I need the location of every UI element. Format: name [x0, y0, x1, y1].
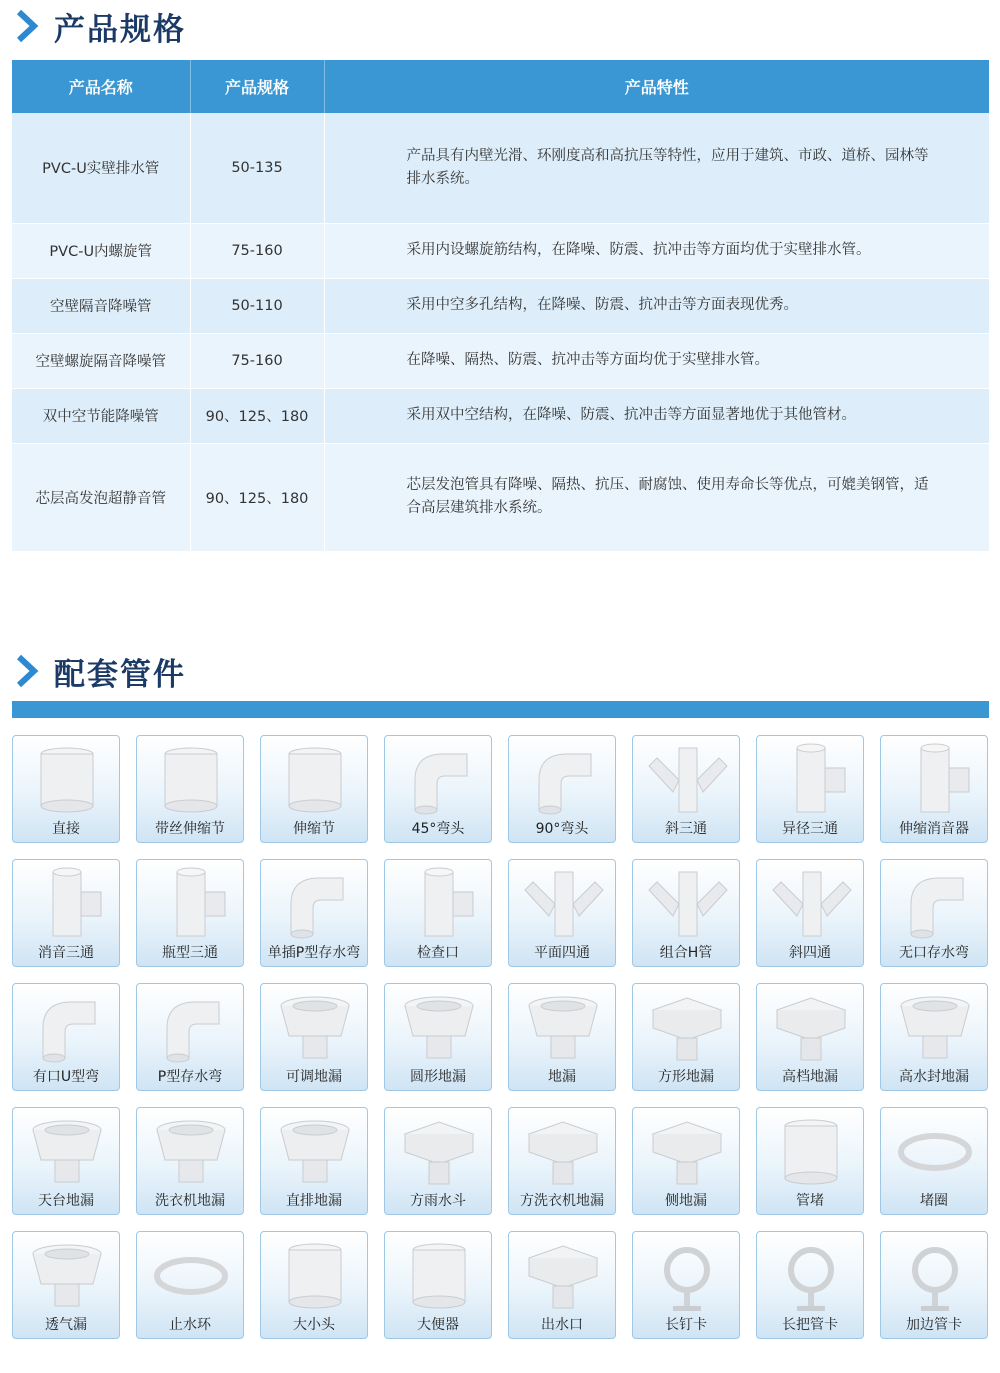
product-name-cell: 双中空节能降噪管 [12, 388, 190, 443]
fitting-tile [260, 859, 368, 967]
fitting-label: 大便器 [417, 1317, 459, 1333]
product-feature-cell: 采用双中空结构，在降噪、防震、抗冲击等方面显著地优于其他管材。 [324, 388, 989, 443]
elbow-45-icon [395, 740, 483, 818]
product-spec-cell: 75-160 [190, 333, 324, 388]
fitting-tile [384, 1107, 492, 1215]
table-row [12, 278, 989, 333]
specs-title-text: 产品规格 [54, 11, 186, 48]
fitting-label: 圆形地漏 [410, 1069, 466, 1085]
fitting-label: 方形地漏 [658, 1069, 714, 1085]
fitting-tile [12, 983, 120, 1091]
product-spec-cell: 75-160 [190, 223, 324, 278]
table-row [12, 388, 989, 443]
product-name-cell: 空壁螺旋隔音降噪管 [12, 333, 190, 388]
fitting-label: 检查口 [417, 945, 459, 961]
fitting-label: 堵圈 [920, 1193, 948, 1209]
table-row [12, 223, 989, 278]
fitting-tile [508, 1231, 616, 1339]
fitting-label: 伸缩节 [293, 821, 335, 837]
fitting-tile [384, 859, 492, 967]
product-feature-cell: 在降噪、隔热、防震、抗冲击等方面均优于实壁排水管。 [324, 333, 989, 388]
fitting-tile [12, 1107, 120, 1215]
fitting-tile [756, 859, 864, 967]
fitting-label: 地漏 [548, 1069, 576, 1085]
straight-coupling-icon [23, 740, 111, 818]
fitting-label: 加边管卡 [906, 1317, 962, 1333]
square-washer-drain-icon [519, 1112, 607, 1190]
fitting-label: 透气漏 [45, 1317, 87, 1333]
header-product-feature: 产品特性 [324, 60, 989, 113]
product-spec-cell: 50-135 [190, 113, 324, 223]
vent-cap-icon [23, 1236, 111, 1314]
fitting-label: 斜四通 [789, 945, 831, 961]
fitting-label: 直接 [52, 821, 80, 837]
elbow-90-icon [519, 740, 607, 818]
fitting-label: 高水封地漏 [899, 1069, 969, 1085]
fitting-tile [384, 735, 492, 843]
cross-icon [519, 864, 607, 942]
fitting-label: 高档地漏 [782, 1069, 838, 1085]
fittings-section-title [14, 651, 186, 691]
fitting-label: 组合H管 [659, 945, 713, 961]
product-feature-cell: 芯层发泡管具有降噪、隔热、抗压、耐腐蚀、使用寿命长等优点，可媲美钢管，适合高层建筑排水系统。 [324, 443, 989, 551]
fitting-label: 伸缩消音器 [899, 821, 969, 837]
flange-clamp-icon [891, 1236, 979, 1314]
expansion-silencer-icon [891, 740, 979, 818]
fitting-label: 洗衣机地漏 [155, 1193, 225, 1209]
washer-floor-drain-icon [147, 1112, 235, 1190]
side-drain-icon [643, 1112, 731, 1190]
fitting-label: 45°弯头 [411, 821, 465, 837]
fitting-label: 斜三通 [665, 821, 707, 837]
fitting-label: 可调地漏 [286, 1069, 342, 1085]
fitting-label: 带丝伸缩节 [155, 821, 225, 837]
fitting-tile [880, 859, 988, 967]
fittings-grid [12, 735, 992, 1339]
fitting-label: 90°弯头 [535, 821, 589, 837]
fitting-label: P型存水弯 [157, 1069, 223, 1085]
p-trap-icon [271, 864, 359, 942]
inspection-port-icon [395, 864, 483, 942]
u-trap-icon [23, 988, 111, 1066]
fitting-label: 直排地漏 [286, 1193, 342, 1209]
table-row [12, 443, 989, 551]
table-header-row [12, 60, 989, 113]
fitting-tile [260, 1107, 368, 1215]
product-feature-cell: 采用内设螺旋筋结构，在降噪、防震、抗冲击等方面均优于实壁排水管。 [324, 223, 989, 278]
fitting-tile [508, 859, 616, 967]
handle-clamp-icon [767, 1236, 855, 1314]
fitting-tile [384, 983, 492, 1091]
nail-clamp-icon [643, 1236, 731, 1314]
fitting-tile [136, 859, 244, 967]
product-spec-cell: 90、125、180 [190, 388, 324, 443]
fitting-tile [880, 1107, 988, 1215]
direct-floor-drain-icon [271, 1112, 359, 1190]
header-product-spec: 产品规格 [190, 60, 324, 113]
roof-drain-icon [23, 1112, 111, 1190]
fitting-tile [508, 983, 616, 1091]
product-name-cell: PVC-U实壁排水管 [12, 113, 190, 223]
fitting-tile [756, 1231, 864, 1339]
fitting-label: 有口U型弯 [32, 1069, 100, 1085]
section-divider-bar [12, 701, 989, 718]
bottle-tee-icon [147, 864, 235, 942]
fitting-tile [136, 1231, 244, 1339]
trap-icon [891, 864, 979, 942]
fitting-tile [260, 735, 368, 843]
fitting-tile [260, 983, 368, 1091]
fitting-tile [260, 1231, 368, 1339]
product-name-cell: PVC-U内螺旋管 [12, 223, 190, 278]
product-spec-cell: 50-110 [190, 278, 324, 333]
fitting-tile [136, 1107, 244, 1215]
fitting-label: 止水环 [169, 1317, 211, 1333]
product-spec-cell: 90、125、180 [190, 443, 324, 551]
fitting-tile [632, 1231, 740, 1339]
fitting-label: 侧地漏 [665, 1193, 707, 1209]
silencer-tee-icon [23, 864, 111, 942]
oblique-tee-icon [643, 740, 731, 818]
fitting-tile [12, 859, 120, 967]
pipe-cap-icon [767, 1112, 855, 1190]
round-floor-drain-icon [395, 988, 483, 1066]
deep-seal-floor-drain-icon [891, 988, 979, 1066]
fitting-label: 平面四通 [534, 945, 590, 961]
fitting-tile [136, 983, 244, 1091]
fitting-tile [384, 1231, 492, 1339]
fitting-tile [880, 735, 988, 843]
premium-floor-drain-icon [767, 988, 855, 1066]
chevron-right-icon [14, 8, 40, 44]
product-specs-table [12, 60, 989, 552]
product-feature-cell: 采用中空多孔结构，在降噪、防震、抗冲击等方面表现优秀。 [324, 278, 989, 333]
h-pipe-icon [643, 864, 731, 942]
product-feature-cell: 产品具有内壁光滑、环刚度高和高抗压等特性，应用于建筑、市政、道桥、园林等排水系统。 [324, 113, 989, 223]
fitting-tile [880, 983, 988, 1091]
p-trap-icon [147, 988, 235, 1066]
fitting-tile [756, 735, 864, 843]
fitting-tile [632, 983, 740, 1091]
product-name-cell: 芯层高发泡超静音管 [12, 443, 190, 551]
fitting-label: 单插P型存水弯 [267, 945, 361, 961]
fitting-tile [880, 1231, 988, 1339]
fitting-label: 方雨水斗 [410, 1193, 466, 1209]
reducer-icon [271, 1236, 359, 1314]
fitting-label: 管堵 [796, 1193, 824, 1209]
fitting-tile [136, 735, 244, 843]
table-row [12, 113, 989, 223]
floor-drain-icon [271, 988, 359, 1066]
threaded-expansion-joint-icon [147, 740, 235, 818]
square-floor-drain-icon [643, 988, 731, 1066]
fitting-label: 无口存水弯 [899, 945, 969, 961]
chevron-right-icon [14, 653, 40, 689]
header-product-name: 产品名称 [12, 60, 190, 113]
fitting-label: 异径三通 [782, 821, 838, 837]
fitting-label: 出水口 [541, 1317, 583, 1333]
outlet-icon [519, 1236, 607, 1314]
product-name-cell: 空壁隔音降噪管 [12, 278, 190, 333]
floor-drain-icon [519, 988, 607, 1066]
fitting-tile [756, 983, 864, 1091]
reducing-tee-icon [767, 740, 855, 818]
fitting-tile [12, 735, 120, 843]
ring-icon [891, 1112, 979, 1190]
fitting-tile [508, 735, 616, 843]
fittings-title-text: 配套管件 [54, 656, 186, 693]
table-row [12, 333, 989, 388]
water-stop-ring-icon [147, 1236, 235, 1314]
fitting-label: 天台地漏 [38, 1193, 94, 1209]
fitting-tile [632, 859, 740, 967]
oblique-cross-icon [767, 864, 855, 942]
fitting-tile [12, 1231, 120, 1339]
fitting-label: 消音三通 [38, 945, 94, 961]
fitting-label: 大小头 [293, 1317, 335, 1333]
expansion-joint-icon [271, 740, 359, 818]
fitting-label: 长把管卡 [782, 1317, 838, 1333]
specs-section-title [14, 6, 186, 46]
toilet-connector-icon [395, 1236, 483, 1314]
fitting-tile [508, 1107, 616, 1215]
rain-hopper-icon [395, 1112, 483, 1190]
fitting-tile [632, 1107, 740, 1215]
fitting-label: 方洗衣机地漏 [520, 1193, 604, 1209]
fitting-tile [756, 1107, 864, 1215]
fitting-label: 瓶型三通 [162, 945, 218, 961]
fitting-label: 长钉卡 [665, 1317, 707, 1333]
fitting-tile [632, 735, 740, 843]
